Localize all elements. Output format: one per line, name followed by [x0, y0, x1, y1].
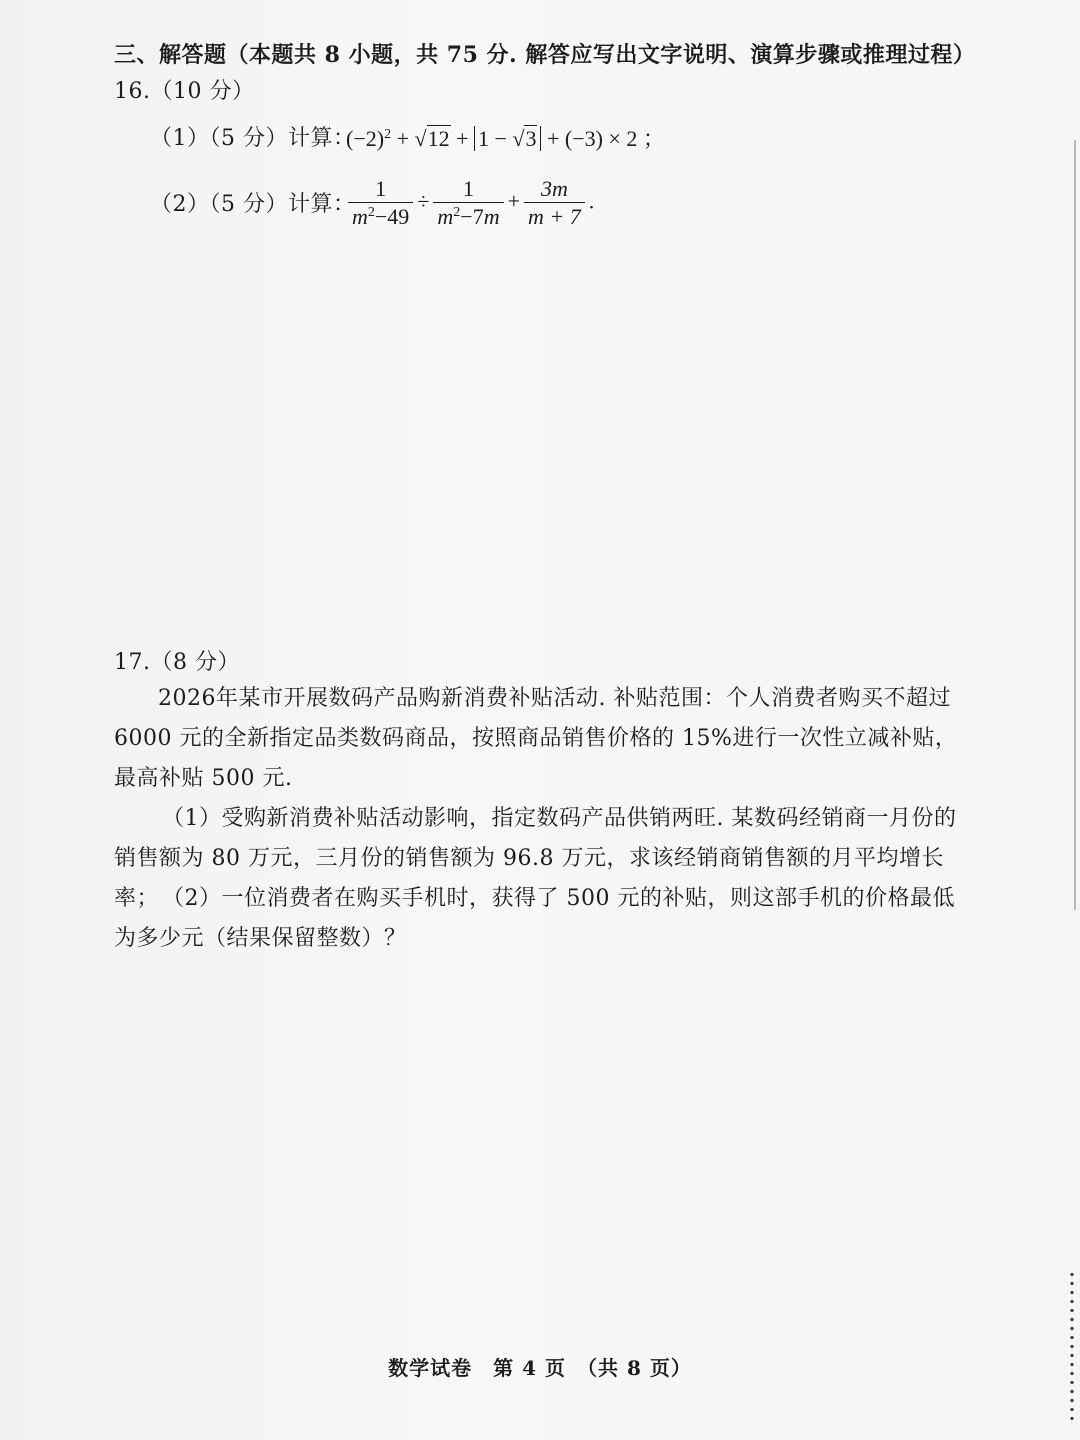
operator-divide: ÷ [417, 188, 430, 214]
q17-intro-paragraph: 2026年某市开展数码产品购新消费补贴活动. 补贴范围：个人消费者购买不超过6000 元的全新指定品类数码商品，按照商品销售价格的 15%进行一次性立减补贴，最高补贴 500 元. [114, 686, 958, 791]
f1-den-var: m [352, 204, 368, 229]
fraction-3-numerator: 3m [524, 176, 585, 203]
fraction-1-numerator: 1 [348, 176, 413, 203]
question-16-number: 16.（10 分） [114, 79, 255, 104]
q16-part2-label: （2）（5 分）计算： [150, 192, 356, 217]
question-17-number: 17.（8 分） [114, 650, 240, 675]
f2-den-rest: −7 [460, 204, 484, 229]
fraction-1-denominator [348, 203, 413, 231]
binding-holes [1070, 1270, 1074, 1420]
operator-plus: + [507, 188, 521, 214]
q16-part1-expression: $(-2)^2 + √12 + 1 - √3 + (-3) \times 2$ ； [346, 126, 665, 151]
expr-sqrt-12: 12 [427, 126, 450, 151]
expr-abs-one: 1 − [477, 126, 513, 151]
fraction-2-denominator [433, 203, 503, 231]
f1-den-exp: 2 [367, 205, 375, 220]
expr-plus-2: + [450, 126, 474, 151]
q16-part2-expression [344, 176, 594, 231]
section-heading: 三、解答题（本题共 8 小题，共 75 分. 解答应写出文字说明、演算步骤或推理过程） [114, 42, 976, 68]
expr-power-base: (−2) [346, 126, 385, 151]
fraction-2-numerator: 1 [433, 176, 503, 203]
expr-sqrt-3: 3 [525, 126, 537, 151]
f1-den-rest: −49 [374, 204, 410, 229]
expression-end: . [588, 188, 595, 214]
fraction-2 [433, 176, 503, 231]
expr-plus-1: + [391, 126, 415, 151]
page-edge-line [1074, 140, 1076, 910]
f2-den-var: m [437, 204, 454, 229]
page-footer: 数学试卷 第 4 页 （共 8 页） [388, 1356, 692, 1380]
q17-part1-paragraph: （1）受购新消费补贴活动影响，指定数码产品供销两旺. 某数码经销商一月份的销售额为 80 万元，三月份的销售额为 96.8 万元，求该经销商销售额的月平均增长率； [114, 806, 957, 911]
fraction-1 [348, 176, 413, 231]
expr-absolute-value: 1 − √3 [474, 126, 542, 151]
f2-den-exp: 2 [453, 205, 461, 220]
fraction-3 [524, 176, 585, 231]
fraction-3-denominator: m + 7 [528, 204, 581, 229]
q17-part2-paragraph: （2）一位消费者在购买手机时，获得了 500 元的补贴，则这部手机的价格最低为多少元（结果保留整数）？ [114, 886, 955, 951]
expr-power-exp: 2 [384, 127, 392, 142]
f2-den-var2: m [483, 204, 500, 229]
expr-tail: + (−3) × 2 ； [541, 126, 665, 151]
q16-part1-label: （1）（5 分）计算： [150, 126, 356, 151]
